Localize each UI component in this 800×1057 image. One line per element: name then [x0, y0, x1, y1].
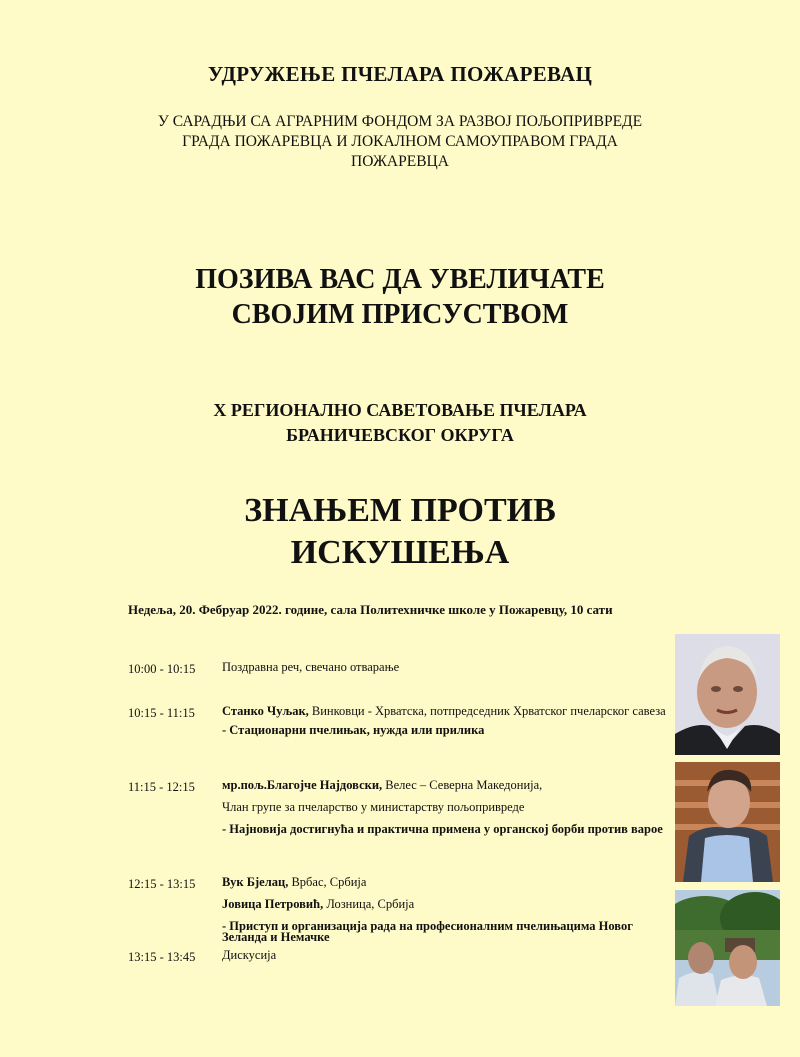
- event-title: [0, 398, 800, 448]
- portrait-image: [675, 762, 780, 882]
- cooperation-line: У САРАДЊИ СА АГРАРНИМ ФОНДОМ ЗА РАЗВОЈ ПОЉОПРИВРЕДЕ: [157, 113, 643, 130]
- speaker-line: [222, 706, 667, 717]
- schedule-description: Дискусија: [222, 948, 277, 962]
- speaker-name: Јовица Петровић,: [222, 897, 324, 911]
- organization-title: УДРУЖЕЊЕ ПЧЕЛАРА ПОЖАРЕВАЦ: [207, 62, 593, 86]
- speaker-line: [222, 780, 667, 791]
- schedule-description: [222, 706, 667, 744]
- motto-line: ИСКУШЕЊА: [290, 534, 510, 571]
- schedule-time: 12:15 - 13:15: [128, 877, 196, 891]
- cooperation-text: [0, 112, 800, 172]
- event-line: БРАНИЧЕВСКОГ ОКРУГА: [286, 425, 514, 445]
- schedule-time: 10:00 - 10:15: [128, 662, 196, 676]
- speaker-role: Члан групе за пчеларство у министарству пољопривреде: [222, 800, 525, 814]
- group-photo-image: [675, 890, 780, 1006]
- schedule-time: 10:15 - 11:15: [128, 706, 195, 720]
- speaker-name: мр.пољ.Благојче Најдовски,: [222, 778, 383, 792]
- speaker-info: Винковци - Хрватска, потпредседник Хрватског пчеларског савеза: [308, 704, 666, 718]
- speaker-photo: [675, 890, 780, 1006]
- speaker-photo: [675, 634, 780, 755]
- schedule-description: [222, 877, 667, 951]
- schedule-description: [222, 780, 667, 843]
- schedule-time: 11:15 - 12:15: [128, 780, 195, 794]
- speaker-name: Станко Чуљак,: [222, 704, 309, 718]
- speaker-photo: [675, 762, 780, 882]
- invitation-line: СВОЈИМ ПРИСУСТВОМ: [231, 299, 569, 330]
- speaker-info: Врбас, Србија: [288, 875, 367, 889]
- invitation-line: ПОЗИВА ВАС ДА УВЕЛИЧАТЕ: [195, 264, 605, 295]
- schedule-description: Поздравна реч, свечано отварање: [222, 660, 400, 674]
- speaker-name: Вук Бјелац,: [222, 875, 289, 889]
- speaker-line: [222, 899, 667, 910]
- talk-topic: - Приступ и организација рада на професионалним пчелињацима Новог Зеланда и Немачке: [222, 919, 633, 944]
- cooperation-line: ГРАДА ПОЖАРЕВЦА И ЛОКАЛНОМ САМОУПРАВОМ ГРАДА: [182, 133, 618, 150]
- talk-topic: - Стационарни пчелињак, нужда или прилика: [222, 723, 485, 737]
- invitation-heading: [0, 262, 800, 332]
- event-dateline: Недеља, 20. Фебруар 2022. године, сала Политехничке школе у Пожаревцу, 10 сати: [128, 602, 613, 617]
- schedule-time: 13:15 - 13:45: [128, 950, 196, 964]
- speaker-info: Велес – Северна Македонија,: [382, 778, 543, 792]
- talk-topic: - Најновија достигнућа и практична примена у органској борби против вароe: [222, 822, 663, 836]
- portrait-image: [675, 634, 780, 755]
- cooperation-line: ПОЖАРЕВЦА: [351, 153, 449, 170]
- speaker-info: Лозница, Србија: [323, 897, 415, 911]
- motto-line: ЗНАЊЕМ ПРОТИВ: [244, 492, 556, 529]
- speaker-line: [222, 877, 667, 888]
- motto-heading: [0, 490, 800, 574]
- event-line: X РЕГИОНАЛНО САВЕТОВАЊЕ ПЧЕЛАРА: [213, 400, 587, 420]
